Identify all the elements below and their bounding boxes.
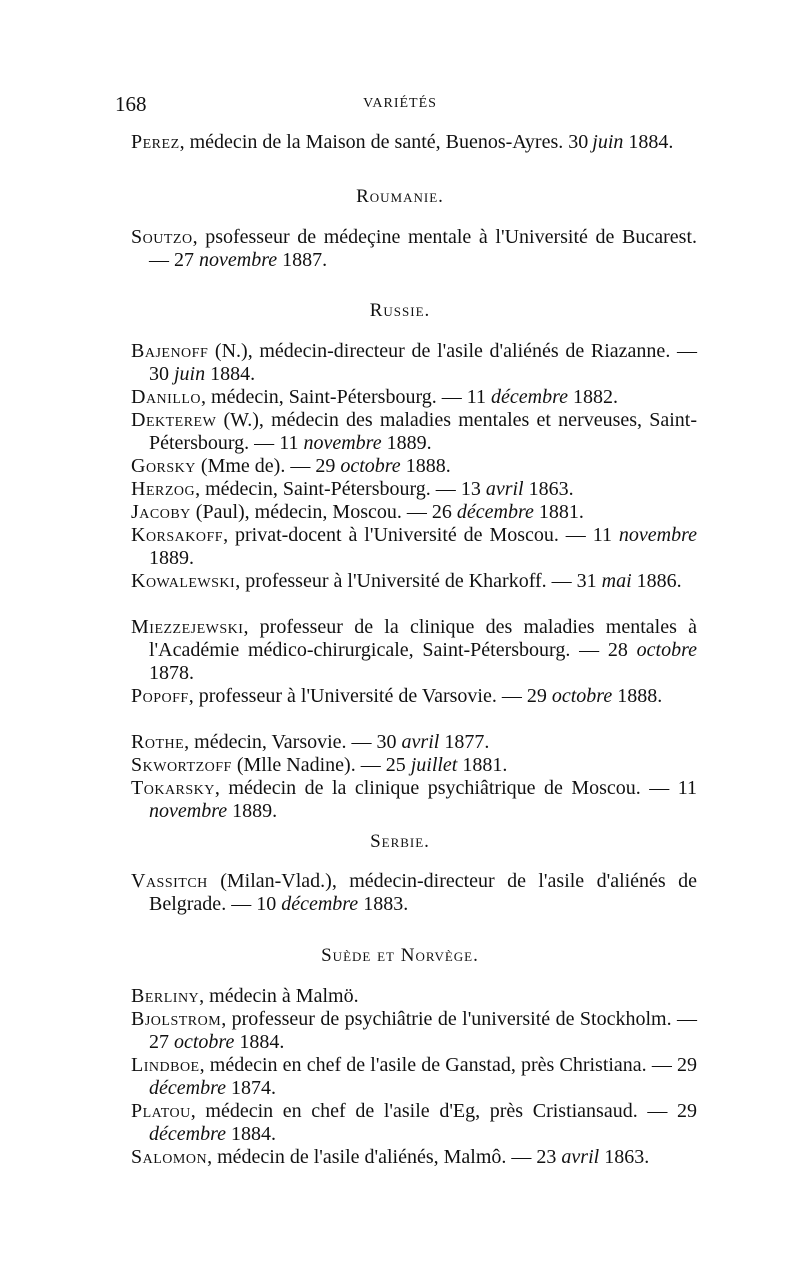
entry-year: 1874. bbox=[231, 1077, 276, 1099]
entry-date: décembre bbox=[149, 1123, 226, 1145]
entry-name: Lindboe bbox=[131, 1054, 200, 1076]
entry-date: décembre bbox=[456, 501, 534, 523]
entry-day: 13 bbox=[460, 478, 481, 500]
entry-date: avril bbox=[401, 731, 440, 753]
entry-date: juin bbox=[174, 363, 206, 385]
entry-day: 30 bbox=[376, 731, 397, 753]
entry-miezzejewski bbox=[131, 616, 697, 685]
entry-text: , professeur de la clinique des maladies mentales à l'Académie médico-chirurgicale, Saint-Pétersbourg. — bbox=[149, 616, 697, 661]
entry-year: 1878. bbox=[149, 662, 194, 684]
entry-date: décembre bbox=[491, 386, 569, 408]
entry-date: juillet bbox=[410, 754, 458, 776]
entry-year: 1881. bbox=[538, 501, 584, 523]
entry-text: , privat-docent à l'Université de Moscou. — bbox=[223, 524, 593, 546]
entry-date: décembre bbox=[149, 1077, 226, 1099]
entry-text: , médecin en chef de l'asile d'Eg, près Cristiansaud. — bbox=[190, 1100, 677, 1122]
entry-name: Herzog bbox=[131, 478, 196, 500]
entry-day: 11 bbox=[279, 432, 299, 454]
entry-year: 1884. bbox=[210, 363, 256, 385]
entry-year: 1881. bbox=[462, 754, 508, 776]
entry-name: Skwortzoff bbox=[131, 754, 232, 776]
entry-day: 10 bbox=[256, 893, 277, 915]
entry-date: novembre bbox=[149, 800, 228, 822]
entry-day: 27 bbox=[174, 249, 194, 271]
entry-day: 11 bbox=[466, 386, 487, 408]
entry-date: avril bbox=[561, 1146, 600, 1168]
page-number: 168 bbox=[115, 92, 147, 116]
entry-kowalewski bbox=[131, 570, 697, 593]
entry-year: 1882. bbox=[573, 386, 619, 408]
entry-text: , professeur à l'Université de Kharkoff. — bbox=[235, 570, 577, 592]
entry-date: octobre bbox=[551, 685, 613, 707]
entry-name: Soutzo bbox=[131, 226, 193, 248]
running-title: VARIÉTÉS bbox=[363, 96, 437, 111]
entry-name: Rothe bbox=[131, 731, 185, 753]
entry-date: octobre bbox=[340, 455, 401, 477]
entry-soutzo bbox=[131, 226, 697, 272]
section-heading-roumanie: Roumanie. bbox=[356, 186, 444, 207]
entry-text: , professeur de psychiâtrie de l'université de Stockholm. — bbox=[221, 1008, 697, 1030]
entry-name: Korsakoff bbox=[131, 524, 224, 546]
entry-day: 31 bbox=[576, 570, 597, 592]
entry-text: , médecin de l'asile d'aliénés, Malmô. — bbox=[207, 1146, 537, 1168]
entry-date: octobre bbox=[636, 639, 698, 661]
entry-text: , médecin à Malmö. bbox=[199, 985, 359, 1007]
entry-date: novembre bbox=[199, 249, 278, 271]
entry-year: 1889. bbox=[232, 800, 278, 822]
entry-name: Kowalewski bbox=[131, 570, 236, 592]
entry-day: 23 bbox=[536, 1146, 557, 1168]
entry-date: octobre bbox=[174, 1031, 235, 1053]
entry-name: Berliny bbox=[131, 985, 200, 1007]
entry-year: 1887. bbox=[282, 249, 328, 271]
entry-jacoby bbox=[131, 501, 697, 524]
entry-text: (Milan-Vlad.), médecin-directeur de l'asile d'aliénés de Belgrade. — bbox=[149, 870, 697, 915]
entry-name: Popoff bbox=[131, 685, 189, 707]
entry-day: 29 bbox=[677, 1054, 697, 1076]
entry-year: 1877. bbox=[444, 731, 490, 753]
entry-danillo bbox=[131, 386, 697, 409]
entry-day: 30 bbox=[568, 131, 589, 153]
entry-lindboe bbox=[131, 1054, 697, 1100]
entry-name: Vassitch bbox=[131, 870, 208, 892]
entry-popoff bbox=[131, 685, 697, 708]
entry-name: Jacoby bbox=[131, 501, 191, 523]
entry-name: Salomon bbox=[131, 1146, 208, 1168]
entry-text: , médecin, Saint-Pétersbourg. — bbox=[201, 386, 467, 408]
entry-text: , médecin, Saint-Pétersbourg. — bbox=[195, 478, 461, 500]
entry-date: novembre bbox=[303, 432, 382, 454]
entry-text: (Mlle Nadine). — bbox=[231, 754, 386, 776]
entry-day: 30 bbox=[149, 363, 169, 385]
entry-year: 1884. bbox=[231, 1123, 276, 1145]
entry-day: 25 bbox=[385, 754, 406, 776]
entry-date: décembre bbox=[281, 893, 359, 915]
entry-year: 1888. bbox=[617, 685, 663, 707]
entry-salomon bbox=[131, 1146, 697, 1169]
entry-date: juin bbox=[592, 131, 624, 153]
entry-skwortzoff bbox=[131, 754, 697, 777]
entry-perez bbox=[131, 131, 697, 154]
entry-date: novembre bbox=[618, 524, 697, 546]
entry-text: , médecin de la Maison de santé, Buenos-Ayres. bbox=[179, 131, 564, 153]
entry-name: Perez bbox=[131, 131, 180, 153]
entry-year: 1863. bbox=[528, 478, 574, 500]
entry-berliny bbox=[131, 985, 697, 1008]
entry-bajenoff bbox=[131, 340, 697, 386]
entry-text: , professeur à l'Université de Varsovie. — bbox=[188, 685, 527, 707]
entry-day: 11 bbox=[592, 524, 612, 546]
entry-gorsky bbox=[131, 455, 697, 478]
entry-year: 1883. bbox=[363, 893, 409, 915]
entry-text: (Mme de). — bbox=[195, 455, 316, 477]
entry-name: Danillo bbox=[131, 386, 202, 408]
entry-text: , médecin de la clinique psychiâtrique de Moscou. — bbox=[214, 777, 678, 799]
entry-day: 28 bbox=[607, 639, 628, 661]
entry-rothe bbox=[131, 731, 697, 754]
entry-text: (N.), médecin-directeur de l'asile d'aliénés de Riazanne. — bbox=[208, 340, 697, 362]
entry-year: 1884. bbox=[239, 1031, 285, 1053]
entry-name: Bajenoff bbox=[131, 340, 209, 362]
entry-platou bbox=[131, 1100, 697, 1146]
section-heading-suede-et-norvege: Suède et Norvège. bbox=[321, 945, 479, 966]
entry-day: 29 bbox=[315, 455, 336, 477]
entry-year: 1863. bbox=[604, 1146, 650, 1168]
entry-name: Miezzejewski bbox=[131, 616, 244, 638]
entry-tokarsky bbox=[131, 777, 697, 823]
section-heading-russie: Russie. bbox=[369, 300, 431, 321]
entry-text: , médecin en chef de l'asile de Ganstad, près Christiana. — bbox=[199, 1054, 677, 1076]
entry-year: 1884. bbox=[628, 131, 674, 153]
entry-vassitch bbox=[131, 870, 697, 916]
entry-name: Gorsky bbox=[131, 455, 196, 477]
entry-text: (Paul), médecin, Moscou. — bbox=[190, 501, 432, 523]
entry-text: (W.), médecin des maladies mentales et nerveuses, Saint-Pétersbourg. — bbox=[149, 409, 697, 454]
entry-day: 11 bbox=[677, 777, 697, 799]
entry-name: Platou bbox=[131, 1100, 191, 1122]
entry-text: , psofesseur de médeçine mentale à l'Université de Bucarest. — bbox=[149, 226, 697, 271]
entry-year: 1889. bbox=[149, 547, 194, 569]
entry-date: mai bbox=[601, 570, 632, 592]
page-header bbox=[115, 92, 685, 118]
entry-day: 26 bbox=[431, 501, 452, 523]
entry-dekterew bbox=[131, 409, 697, 455]
entry-day: 29 bbox=[526, 685, 547, 707]
entry-day: 27 bbox=[149, 1031, 169, 1053]
entry-year: 1889. bbox=[386, 432, 432, 454]
entry-name: Tokarsky bbox=[131, 777, 215, 799]
entry-name: Dekterew bbox=[131, 409, 217, 431]
section-heading-serbie: Serbie. bbox=[370, 831, 430, 852]
entry-herzog bbox=[131, 478, 697, 501]
entry-name: Bjolstrom bbox=[131, 1008, 222, 1030]
entry-year: 1888. bbox=[405, 455, 451, 477]
entry-korsakoff bbox=[131, 524, 697, 570]
entry-bjolstrom bbox=[131, 1008, 697, 1054]
entry-text: , médecin, Varsovie. — bbox=[184, 731, 377, 753]
entry-year: 1886. bbox=[636, 570, 682, 592]
entry-day: 29 bbox=[677, 1100, 697, 1122]
entry-date: avril bbox=[485, 478, 524, 500]
